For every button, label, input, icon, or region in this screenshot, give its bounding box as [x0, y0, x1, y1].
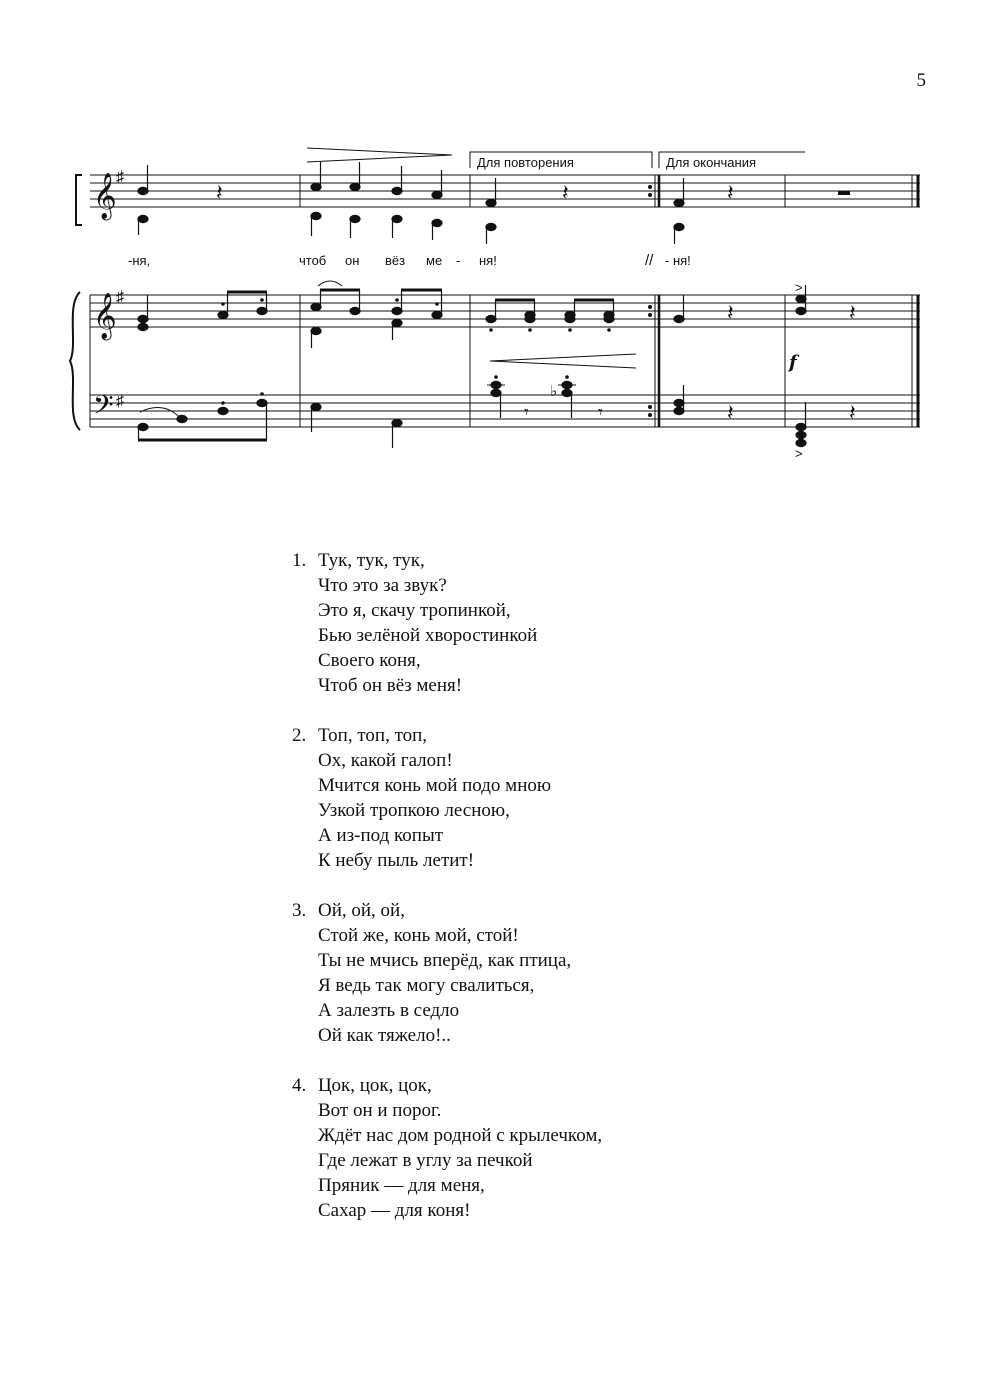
voice-lyric: вёз [385, 253, 406, 268]
quarter-rest-icon: 𝄽 [216, 180, 223, 205]
verse-number: 2. [292, 725, 307, 746]
voice-lyric: ня! [479, 253, 497, 268]
verse-line: Ты не мчись вперёд, как птица, [318, 950, 572, 971]
verse-line: Пряник — для меня, [318, 1175, 485, 1196]
quarter-rest-icon: 𝄽 [727, 300, 734, 325]
voice-lyric: - ня! [665, 253, 691, 268]
quarter-rest-icon: 𝄽 [849, 400, 856, 425]
quarter-rest-icon: 𝄽 [562, 180, 569, 205]
verse-line: К небу пыль летит! [318, 850, 475, 871]
accent-icon: > [795, 280, 803, 295]
verse-line: Ой, ой, ой, [318, 900, 405, 921]
voice-lyric: // [645, 252, 654, 269]
verse-line: Узкой тропкою лесною, [318, 800, 510, 821]
piano-bass-staff [90, 395, 920, 427]
verse-line: Мчится конь мой подо мною [318, 775, 552, 796]
verse-number: 1. [292, 550, 307, 571]
sharp-icon: ♯ [116, 169, 124, 186]
verse-line: Бью зелёной хворостинкой [318, 625, 538, 646]
quarter-rest-icon: 𝄽 [727, 400, 734, 425]
crescendo-hairpin [490, 354, 636, 368]
verse-line: А из-под копыт [318, 825, 444, 846]
voice-lyric: - [456, 253, 461, 268]
page-number: 5 [916, 70, 926, 91]
treble-clef-icon: 𝄞 [93, 174, 117, 218]
voice-staff [90, 175, 920, 207]
voice-lyric: -ня, [128, 253, 151, 268]
verse-1 [292, 548, 602, 698]
verse-line: Что это за звук? [318, 575, 447, 596]
song-lyrics [292, 548, 602, 1248]
verse-line: Своего коня, [318, 650, 421, 671]
verse-line: Тук, тук, тук, [318, 550, 425, 571]
verse-line: Ждёт нас дом родной с крылечком, [318, 1125, 603, 1146]
verse-line: Цок, цок, цок, [318, 1075, 432, 1096]
quarter-rest-icon: 𝄽 [849, 300, 856, 325]
quarter-rest-icon: 𝄽 [727, 180, 734, 205]
flat-icon: ♭ [550, 383, 558, 400]
decrescendo-hairpin [307, 148, 452, 162]
verse-line: Стой же, конь мой, стой! [318, 925, 519, 946]
verse-line: Я ведь так могу свалиться, [318, 975, 535, 996]
treble-clef-icon: 𝄞 [93, 294, 117, 338]
dynamic-forte: f [789, 352, 797, 373]
accent-icon: > [795, 446, 803, 461]
whole-rest-icon [838, 191, 850, 195]
verse-line: Чтоб он вёз меня! [318, 675, 463, 696]
voice-lyric: чтоб [299, 253, 327, 268]
sheet-music-score [0, 140, 1000, 470]
volta-1-label: Для повторения [477, 155, 574, 170]
voice-lyric: ме [426, 253, 443, 268]
volta-2-label: Для окончания [666, 155, 756, 170]
sharp-icon: ♯ [116, 289, 124, 306]
verse-line: Это я, скачу тропинкой, [318, 600, 511, 621]
verse-2 [292, 723, 602, 873]
verse-line: А залезть в седло [318, 1000, 460, 1021]
verse-line: Сахар — для коня! [318, 1200, 471, 1221]
eighth-rest-icon: 𝄾 [524, 402, 529, 422]
verse-line: Вот он и порог. [318, 1100, 442, 1121]
sharp-icon: ♯ [116, 393, 124, 410]
eighth-rest-icon: 𝄾 [598, 402, 603, 422]
verse-number: 4. [292, 1075, 307, 1096]
verse-line: Ой как тяжело!.. [318, 1025, 451, 1046]
voice-lyric: он [345, 253, 360, 268]
verse-3 [292, 898, 602, 1048]
verse-line: Топ, топ, топ, [318, 725, 428, 746]
verse-line: Ох, какой галоп! [318, 750, 453, 771]
verse-line: Где лежат в углу за печкой [318, 1150, 533, 1171]
bass-clef-icon: 𝄢 [93, 390, 114, 426]
verse-4 [292, 1073, 602, 1223]
verse-number: 3. [292, 900, 307, 921]
piano-brace [70, 292, 80, 430]
